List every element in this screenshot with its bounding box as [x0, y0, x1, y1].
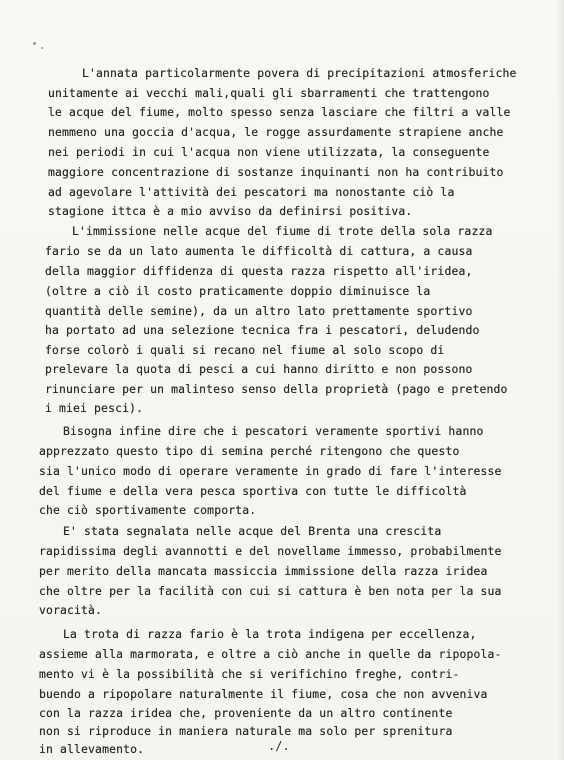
text-line: non si riproduce in maniera naturale ma solo per sprenitura — [39, 724, 453, 738]
text-line: ha portato ad una selezione tecnica fra i pescatori, deludendo — [45, 323, 480, 337]
continuation-marker: ./. — [268, 739, 290, 753]
text-line: L'annata particolarmente povera di precipitazioni atmosferiche — [82, 66, 517, 80]
text-line: della maggior diffidenza di questa razza rispetto all'iridea, — [45, 264, 473, 278]
text-line: (oltre a ciò il costo praticamente doppio diminuisce la — [45, 284, 431, 298]
text-line: L'immissione nelle acque del fiume di trote della sola razza — [72, 224, 493, 238]
text-line: del fiume e della vera pesca sportiva con tutte le difficoltà — [39, 484, 467, 498]
text-line: buendo a ripopolare naturalmente il fiume, cosa che non avveniva — [39, 687, 488, 701]
text-line: E' stata segnalata nelle acque del Brenta una crescita — [63, 524, 442, 538]
text-line: apprezzato questo tipo di semina perché ritengono che questo — [39, 444, 460, 458]
text-line: Bisogna infine dire che i pescatori veramente sportivi hanno — [63, 424, 484, 438]
text-line: per merito della mancata massiccia immissione della razza iridea — [39, 564, 488, 578]
text-line: rapidissima degli avannotti e del novellame immesso, probabilmente — [39, 544, 502, 558]
text-line: le acque del fiume, molto spesso senza lasciare che filtri a valle — [48, 105, 511, 119]
text-line: fario se da un lato aumenta le difficoltà di cattura, a causa — [45, 244, 473, 258]
text-line: prelevare la quota di pesci a cui hanno diritto e non possono — [45, 362, 473, 376]
text-line: nemmeno una goccia d'acqua, le rogge assurdamente strapiene anche — [48, 125, 504, 139]
text-line: che ciò sportivamente comporta. — [39, 503, 257, 517]
text-line: rinunciare per un malinteso senso della proprietà (pago e pretendo — [45, 382, 508, 396]
text-line: nei periodi in cui l'acqua non viene utilizzata, la conseguente — [48, 145, 490, 159]
text-line: ad agevolare l'attività dei pescatori ma nonostante ciò la — [48, 185, 455, 199]
text-line: maggiore concentrazione di sostanze inquinanti non ha contribuito — [48, 165, 504, 179]
text-line: in allevamento. — [39, 742, 145, 756]
text-line: i miei pesci). — [45, 401, 144, 415]
text-line: quantità delle semine), da un altro lato prettamente sportivo — [45, 304, 473, 318]
text-line: forse colorò i quali si recano nel fiume al solo scopo di — [45, 343, 445, 357]
text-line: mento vi è la possibilità che si verifichino freghe, contri- — [39, 667, 460, 681]
text-line: assieme alla marmorata, e oltre a ciò anche in quelle da ripopola- — [39, 647, 502, 661]
text-line: che oltre per la facilità con cui si cattura è ben nota per la sua — [39, 584, 502, 598]
text-line: La trota di razza fario è la trota indigena per eccellenza, — [63, 627, 477, 641]
text-line: con la razza iridea che, proveniente da un altro continente — [39, 706, 453, 720]
text-line: voracità. — [39, 603, 103, 617]
text-line: stagione ittca è a mio avviso da definirsi positiva. — [48, 204, 413, 218]
text-line: sia l'unico modo di operare veramente in grado di fare l'interesse — [39, 464, 502, 478]
text-line: unitamente ai vecchi mali,quali gli sbarramenti che trattengono — [48, 86, 490, 100]
